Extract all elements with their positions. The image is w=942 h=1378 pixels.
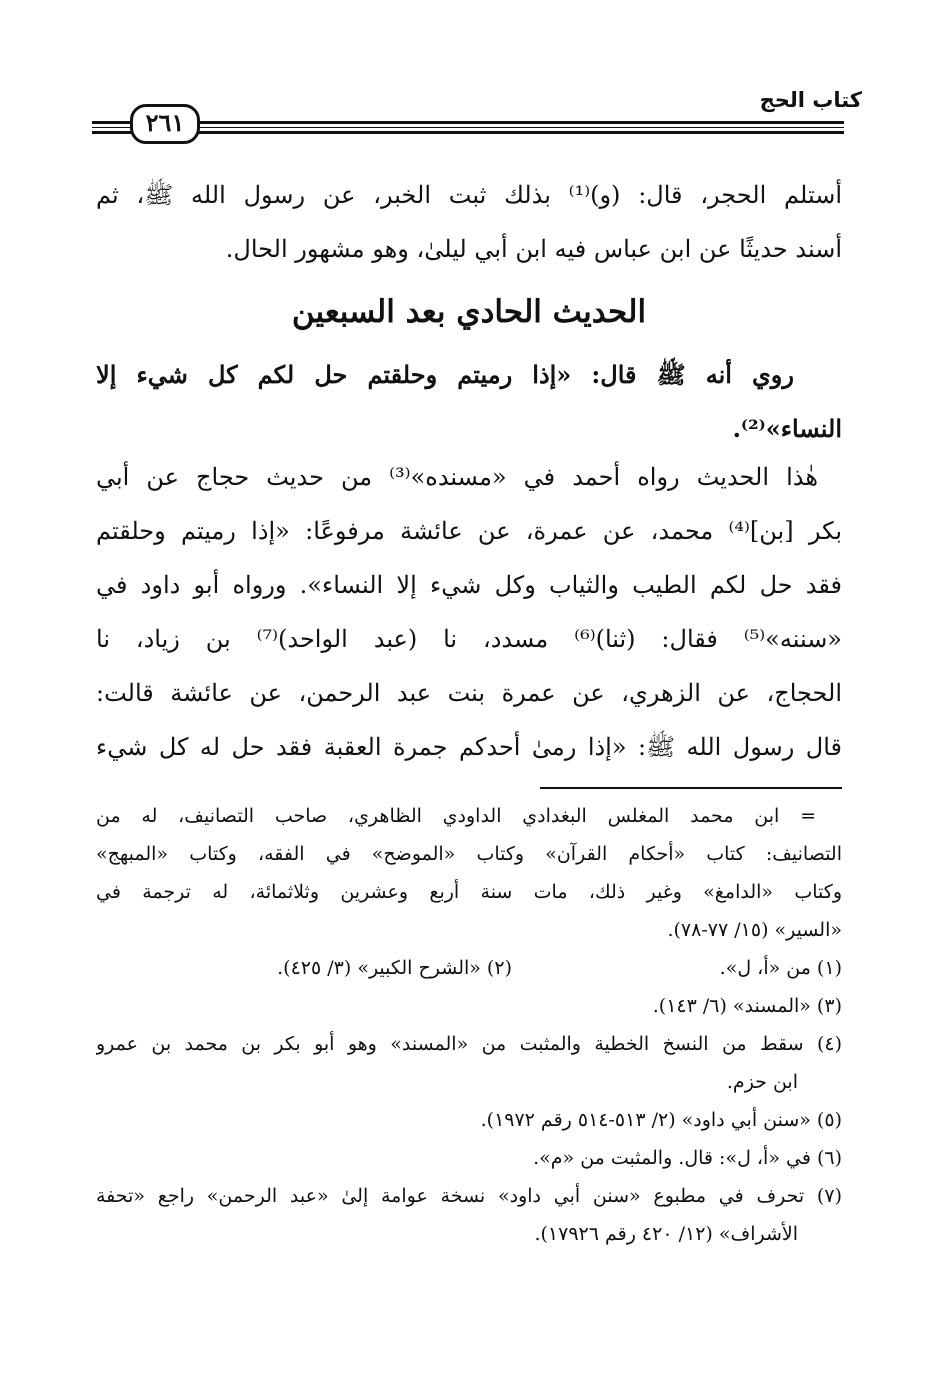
running-header-title: كتاب الحج (759, 88, 862, 112)
section-heading: الحديث الحادي بعد السبعين (291, 294, 647, 330)
header-rule-top (92, 121, 844, 124)
paragraph-continuation (96, 168, 842, 276)
text-line: قال رسول الله ﷺ: «إذا رمىٰ أحدكم جمرة العقبة فقد حل له كل شيء (96, 733, 842, 761)
text-line: بكر [بن]⁽⁴⁾ محمد، عن عمرة، عن عائشة مرفوعًا: «إذا رميتم وحلقتم (96, 517, 842, 545)
hadith-text (96, 348, 842, 456)
text-line: الحجاج، عن الزهري، عن عمرة بنت عبد الرحمن، عن عائشة قالت: (96, 679, 842, 707)
page-number-badge: ٢٦١ (130, 104, 200, 144)
footnote-4-line: ابن حزم. (726, 1071, 798, 1093)
text-line: أستلم الحجر، قال: (و)⁽¹⁾ بذلك ثبت الخبر، عن رسول الله ﷺ، ثم (96, 181, 842, 209)
footnote-pair-row (96, 949, 842, 987)
header-rule-middle (92, 127, 844, 128)
footnote-line: «السير» (١٥/ ٧٧-٧٨). (667, 919, 842, 941)
header-rule-bottom (92, 131, 844, 134)
footnote-line: = ابن محمد المغلس البغدادي الداودي الظاهري، صاحب التصانيف، له من (96, 805, 816, 827)
footnote-2: (٢) «الشرح الكبير» (٣/ ٤٢٥). (277, 957, 512, 979)
footnotes (96, 797, 842, 1253)
text-line: هٰذا الحديث رواه أحمد في «مسنده»⁽³⁾ من حديث حجاج عن أبي (96, 463, 818, 491)
footnote-4-line: (٤) سقط من النسخ الخطية والمثبت من «المسند» وهو أبو بكر بن محمد بن عمرو (96, 1033, 842, 1055)
text-line: روي أنه ﷺ قال: «إذا رميتم وحلقتم حل لكم كل شيء إلا (96, 360, 794, 389)
footnote-separator (540, 787, 842, 789)
footnote-7-line: الأشراف» (١٢/ ٤٢٠ رقم ١٧٩٢٦). (534, 1223, 798, 1245)
text-line: «سننه»⁽⁵⁾ فقال: (ثنا)⁽⁶⁾ مسدد، نا (عبد الواحد)⁽⁷⁾ بن زياد، نا (96, 625, 842, 653)
footnote-6: (٦) في «أ، ل»: قال. والمثبت من «م». (533, 1147, 842, 1169)
footnote-7-line: (٧) تحرف في مطبوع «سنن أبي داود» نسخة عوامة إلىٰ «عبد الرحمن» راجع «تحفة (96, 1185, 842, 1207)
footnote-line: وكتاب «الدامغ» وغير ذلك، مات سنة أربع وعشرين وثلاثمائة، له ترجمة في (96, 881, 842, 903)
text-line: فقد حل لكم الطيب والثياب وكل شيء إلا النساء». ورواه أبو داود في (96, 571, 842, 599)
footnote-5: (٥) «سنن أبي داود» (٢/ ٥١٣-٥١٤ رقم ١٩٧٢). (480, 1109, 842, 1131)
commentary-paragraph (96, 450, 842, 774)
text-line: النساء»⁽²⁾. (732, 414, 842, 443)
footnote-1: (١) من «أ، ل». (719, 957, 842, 979)
footnote-3: (٣) «المسند» (٦/ ١٤٣). (652, 995, 842, 1017)
footnote-line: التصانيف: كتاب «أحكام القرآن» وكتاب «الموضح» في الفقه، وكتاب «المبهج» (96, 843, 842, 865)
text-line: أسند حديثًا عن ابن عباس فيه ابن أبي ليلىٰ، وهو مشهور الحال. (225, 235, 842, 263)
